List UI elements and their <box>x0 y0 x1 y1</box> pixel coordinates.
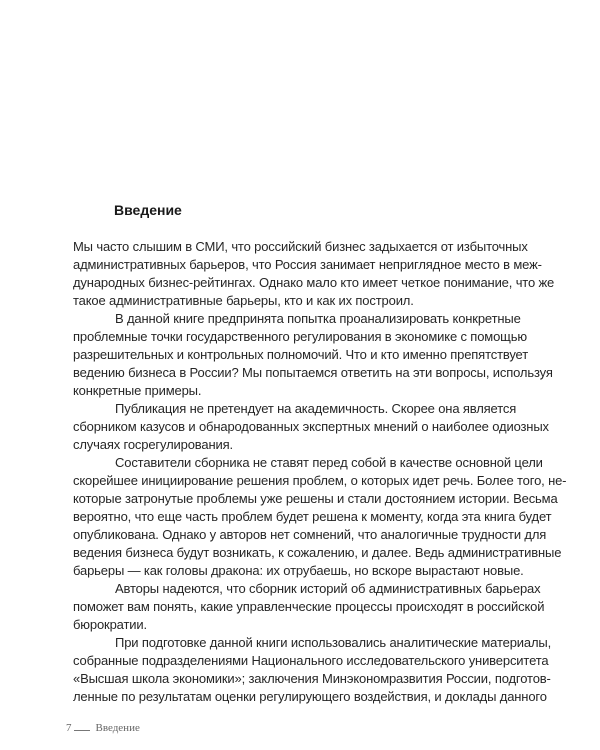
text-line: бюрократии. <box>73 617 147 632</box>
text-line: ленные по результатам оценки регулирующего воздействия, и доклады данного <box>73 689 547 704</box>
text-line: В данной книге предпринята попытка проанализировать конкретные <box>115 311 521 326</box>
body-text <box>73 238 593 706</box>
text-line: При подготовке данной книги использовались аналитические материалы, <box>115 635 552 650</box>
text-line: собранные подразделениями Национального исследовательского университета <box>73 653 549 668</box>
text-line: проблемные точки государственного регулирования в экономике с помощью <box>73 329 527 344</box>
page-footer <box>66 722 140 734</box>
text-line: ведению бизнеса в России? Мы попытаемся ответить на эти вопросы, используя <box>73 365 553 380</box>
text-line: Мы часто слышим в СМИ, что российский бизнес задыхается от избыточных <box>73 239 528 254</box>
text-line: барьеры — как головы дракона: их отрубаешь, но вскоре вырастают новые. <box>73 563 524 578</box>
text-line: скорейшее инициирование решения проблем, о которых идет речь. Более того, не- <box>73 473 567 488</box>
text-line: «Высшая школа экономики»; заключения Минэкономразвития России, подготов- <box>73 671 551 686</box>
footer-rule <box>74 730 90 731</box>
text-line: конкретные примеры. <box>73 383 202 398</box>
text-line: административных барьеров, что Россия занимает неприглядное место в меж- <box>73 257 542 272</box>
text-line: которые затронутые проблемы уже решены и стали достоянием истории. Весьма <box>73 491 558 506</box>
text-line: случаях госрегулирования. <box>73 437 233 452</box>
section-heading: Введение <box>114 202 182 218</box>
page-number: 7 <box>66 722 72 734</box>
text-line: опубликована. Однако у авторов нет сомнений, что аналогичные трудности для <box>73 527 547 542</box>
text-line: ведения бизнеса будут возникать, к сожалению, и далее. Ведь административные <box>73 545 562 560</box>
text-line: Авторы надеются, что сборник историй об административных барьерах <box>115 581 541 596</box>
text-line: дународных бизнес-рейтингах. Однако мало кто имеет четкое понимание, что же <box>73 275 555 290</box>
running-title: Введение <box>95 722 140 734</box>
text-line: Публикация не претендует на академичность. Скорее она является <box>115 401 517 416</box>
text-line: такое административные барьеры, кто и как их построил. <box>73 293 414 308</box>
text-line: вероятно, что еще часть проблем будет решена к моменту, когда эта книга будет <box>73 509 552 524</box>
text-line: сборником казусов и обнародованных экспертных мнений о наиболее одиозных <box>73 419 549 434</box>
text-line: поможет вам понять, какие управленческие процессы происходят в российской <box>73 599 545 614</box>
text-line: Составители сборника не ставят перед собой в качестве основной цели <box>115 455 543 470</box>
text-line: разрешительных и контрольных полномочий. Что и кто именно препятствует <box>73 347 529 362</box>
